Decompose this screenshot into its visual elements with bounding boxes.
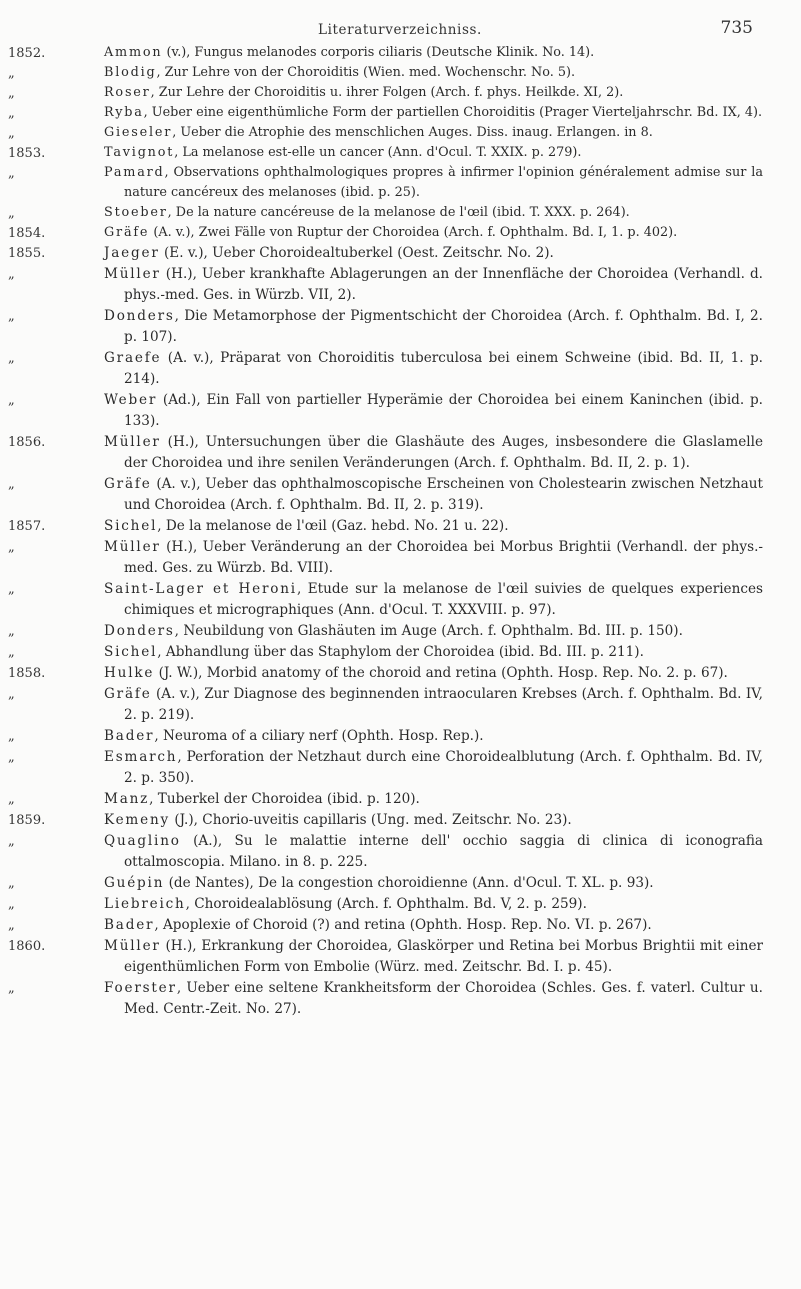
bibliography-entry	[0, 915, 801, 936]
entry-text	[104, 243, 763, 264]
entry-text	[104, 789, 763, 810]
bibliography-entry	[0, 390, 801, 432]
bibliography-entry	[0, 83, 801, 103]
entry-citation: , Zur Lehre von der Choroiditis (Wien. med. Wochenschr. No. 5).	[156, 65, 576, 80]
entry-citation: , De la nature cancéreuse de la melanose de l'œil (ibid. T. XXX. p. 264).	[167, 205, 630, 220]
entry-author: Gieseler	[104, 125, 173, 140]
entry-year: „	[8, 477, 15, 492]
entry-author: Kemeny	[104, 812, 171, 828]
entry-text	[104, 516, 763, 537]
entry-year: „	[8, 834, 15, 849]
entry-text	[104, 831, 763, 873]
entry-year: „	[8, 876, 15, 891]
entry-author: Ryba	[104, 105, 144, 120]
entry-author: Gräfe	[104, 476, 152, 492]
entry-citation: (v.), Fungus melanodes corporis ciliaris (Deutsche Klinik. No. 14).	[162, 45, 595, 60]
entry-author: Graefe	[104, 350, 162, 366]
entry-author: Stoeber	[104, 205, 168, 220]
entry-year: „	[8, 267, 15, 282]
entry-citation: , La melanose est-elle un cancer (Ann. d'Ocul. T. XXIX. p. 279).	[174, 145, 582, 160]
entry-year: „	[8, 624, 15, 639]
entry-year: „	[8, 166, 15, 181]
bibliography-entry	[0, 432, 801, 474]
entry-year: 1858.	[8, 666, 46, 681]
entry-author: Foerster	[104, 980, 177, 996]
entry-text	[104, 726, 763, 747]
bibliography-entry	[0, 747, 801, 789]
bibliography-entry	[0, 831, 801, 873]
entry-citation: (E. v.), Ueber Choroidealtuberkel (Oest. Zeitschr. No. 2).	[159, 245, 554, 261]
entry-year: 1852.	[8, 46, 46, 61]
entry-text	[104, 684, 763, 726]
entry-author: Saint-Lager et Heroni	[104, 581, 297, 597]
entry-text	[104, 978, 763, 1020]
entry-author: Manz	[104, 791, 150, 807]
bibliography-entry	[0, 978, 801, 1020]
entry-citation: (H.), Erkrankung der Choroidea, Glaskörper und Retina bei Morbus Brightii mit einer eigenthümlichen Form von Embolie (Würz. med. Zeitschr. Bd. I. p. 45).	[124, 938, 763, 975]
entry-citation: , Neubildung von Glashäuten im Auge (Arch. f. Ophthalm. Bd. III. p. 150).	[174, 623, 683, 639]
entry-author: Guépin	[104, 875, 165, 891]
entry-year: „	[8, 897, 15, 912]
entry-year: „	[8, 750, 15, 765]
entry-text	[104, 143, 763, 163]
bibliography-entry	[0, 579, 801, 621]
entry-year: „	[8, 126, 15, 141]
entry-text	[104, 642, 763, 663]
entry-author: Gräfe	[104, 686, 152, 702]
entry-text	[104, 348, 763, 390]
entry-author: Sichel	[104, 518, 158, 534]
entry-year: „	[8, 86, 15, 101]
entry-author: Bader	[104, 917, 155, 933]
entry-author: Blodig	[104, 65, 157, 80]
entry-author: Müller	[104, 938, 161, 954]
entry-citation: (H.), Ueber krankhafte Ablagerungen an der Innenfläche der Choroidea (Verhandl. d. phys.-med. Ges. in Würzb. VII, 2).	[124, 266, 763, 303]
entry-year: „	[8, 206, 15, 221]
bibliography-entry	[0, 243, 801, 264]
entry-text	[104, 306, 763, 348]
entry-citation: (H.), Ueber Veränderung an der Choroidea bei Morbus Brightii (Verhandl. der phys.-med. Ges. zu Würzb. Bd. VIII).	[124, 539, 763, 576]
bibliography-entry	[0, 642, 801, 663]
entry-author: Hulke	[104, 665, 155, 681]
entry-year: „	[8, 918, 15, 933]
entry-text	[104, 203, 763, 223]
entry-year: 1860.	[8, 939, 46, 954]
entry-year: „	[8, 106, 15, 121]
bibliography-entry	[0, 894, 801, 915]
bibliography-entry	[0, 537, 801, 579]
entry-year: 1859.	[8, 813, 46, 828]
entry-text	[104, 579, 763, 621]
entry-text	[104, 474, 763, 516]
bibliography-entry	[0, 264, 801, 306]
entry-author: Roser	[104, 85, 151, 100]
entry-text	[104, 894, 763, 915]
entry-author: Sichel	[104, 644, 158, 660]
entry-citation: , Ueber die Atrophie des menschlichen Auges. Diss. inaug. Erlangen. in 8.	[172, 125, 653, 140]
bibliography-entry	[0, 223, 801, 243]
bibliography-entry	[0, 63, 801, 83]
entry-citation: , Etude sur la melanose de l'œil suivies de quelques experiences chimiques et micrographiques (Ann. d'Ocul. T. XXXVIII. p. 97).	[124, 581, 763, 618]
bibliography-entry	[0, 306, 801, 348]
entry-year: 1857.	[8, 519, 46, 534]
entry-text	[104, 223, 763, 243]
entry-author: Donders	[104, 308, 175, 324]
entry-text	[104, 83, 763, 103]
entry-citation: , Zur Lehre der Choroiditis u. ihrer Folgen (Arch. f. phys. Heilkde. XI, 2).	[150, 85, 624, 100]
entry-citation: (Ad.), Ein Fall von partieller Hyperämie der Choroidea bei einem Kaninchen (ibid. p. 133).	[124, 392, 763, 429]
entry-year: „	[8, 66, 15, 81]
entry-text	[104, 621, 763, 642]
entry-citation: (A. v.), Zur Diagnose des beginnenden intraocularen Krebses (Arch. f. Ophthalm. Bd. IV, 2. p. 219).	[124, 686, 763, 723]
entry-text	[104, 123, 763, 143]
bibliography-entry	[0, 203, 801, 223]
page-number: 735	[720, 18, 753, 38]
entry-text	[104, 264, 763, 306]
entry-text	[104, 537, 763, 579]
entry-author: Donders	[104, 623, 175, 639]
entry-citation: , Observations ophthalmologiques propres à infirmer l'opinion généralement admise sur la nature cancéreux des melanoses (ibid. p. 25).	[124, 165, 763, 200]
entry-year: „	[8, 540, 15, 555]
entry-text	[104, 432, 763, 474]
entry-author: Ammon	[104, 45, 163, 60]
entry-text	[104, 915, 763, 936]
entry-year: 1853.	[8, 146, 46, 161]
bibliography-entry	[0, 936, 801, 978]
bibliography-entry	[0, 348, 801, 390]
entry-author: Weber	[104, 392, 158, 408]
bibliography-entry	[0, 810, 801, 831]
entry-text	[104, 63, 763, 83]
entry-year: „	[8, 351, 15, 366]
bibliography-entry	[0, 621, 801, 642]
bibliography-entry	[0, 123, 801, 143]
entry-citation: (A. v.), Zwei Fälle von Ruptur der Choroidea (Arch. f. Ophthalm. Bd. I, 1. p. 402).	[149, 225, 678, 240]
entry-citation: , De la melanose de l'œil (Gaz. hebd. No. 21 u. 22).	[157, 518, 509, 534]
entry-author: Bader	[104, 728, 155, 744]
entry-author: Müller	[104, 266, 161, 282]
entry-text	[104, 663, 763, 684]
entry-author: Quaglino	[104, 833, 181, 849]
entry-year: 1856.	[8, 435, 46, 450]
entry-year: „	[8, 729, 15, 744]
entry-year: 1854.	[8, 226, 46, 241]
entry-author: Gräfe	[104, 225, 150, 240]
bibliography-entry	[0, 43, 801, 63]
bibliography-entry	[0, 516, 801, 537]
bibliography-list	[0, 43, 801, 1020]
entry-citation: , Perforation der Netzhaut durch eine Choroidealblutung (Arch. f. Ophthalm. Bd. IV, 2. p. 350).	[124, 749, 763, 786]
entry-year: „	[8, 645, 15, 660]
bibliography-entry	[0, 474, 801, 516]
entry-text	[104, 390, 763, 432]
entry-citation: , Apoplexie of Choroid (?) and retina (Ophth. Hosp. Rep. No. VI. p. 267).	[154, 917, 652, 933]
entry-author: Müller	[104, 434, 161, 450]
bibliography-entry	[0, 873, 801, 894]
bibliography-entry	[0, 726, 801, 747]
entry-citation: (J.), Chorio-uveitis capillaris (Ung. med. Zeitschr. No. 23).	[170, 812, 572, 828]
entry-citation: (de Nantes), De la congestion choroidienne (Ann. d'Ocul. T. XL. p. 93).	[164, 875, 654, 891]
entry-citation: , Tuberkel der Choroidea (ibid. p. 120).	[149, 791, 420, 807]
entry-citation: (A. v.), Präparat von Choroiditis tuberculosa bei einem Schweine (ibid. Bd. II, 1. p. 214).	[124, 350, 763, 387]
bibliography-entry	[0, 103, 801, 123]
entry-author: Jaeger	[104, 245, 160, 261]
bibliography-entry	[0, 163, 801, 203]
bibliography-entry	[0, 684, 801, 726]
bibliography-entry	[0, 663, 801, 684]
entry-text	[104, 103, 763, 123]
entry-year: 1855.	[8, 246, 46, 261]
bibliography-entry	[0, 789, 801, 810]
entry-year: „	[8, 309, 15, 324]
entry-text	[104, 936, 763, 978]
entry-citation: , Ueber eine eigenthümliche Form der partiellen Choroiditis (Prager Vierteljahrschr. Bd. IX, 4).	[143, 105, 763, 120]
entry-author: Liebreich	[104, 896, 186, 912]
entry-author: Müller	[104, 539, 161, 555]
bibliography-entry	[0, 143, 801, 163]
entry-text	[104, 747, 763, 789]
entry-citation: (J. W.), Morbid anatomy of the choroid and retina (Ophth. Hosp. Rep. No. 2. p. 67).	[154, 665, 728, 681]
entry-year: „	[8, 582, 15, 597]
entry-year: „	[8, 981, 15, 996]
entry-author: Pamard	[104, 165, 165, 180]
running-head: Literaturverzeichniss.	[318, 22, 482, 38]
entry-citation: , Die Metamorphose der Pigmentschicht der Choroidea (Arch. f. Ophthalm. Bd. I, 2. p. 107).	[124, 308, 763, 345]
entry-year: „	[8, 792, 15, 807]
entry-citation: , Neuroma of a ciliary nerf (Ophth. Hosp. Rep.).	[154, 728, 484, 744]
entry-year: „	[8, 393, 15, 408]
entry-author: Tavignot	[104, 145, 175, 160]
entry-author: Esmarch	[104, 749, 178, 765]
entry-year: „	[8, 687, 15, 702]
entry-citation: , Abhandlung über das Staphylom der Choroidea (ibid. Bd. III. p. 211).	[157, 644, 644, 660]
entry-citation: (A. v.), Ueber das ophthalmoscopische Erscheinen von Cholestearin zwischen Netzhaut und Choroidea (Arch. f. Ophthalm. Bd. II, 2. p. 319).	[124, 476, 763, 513]
entry-text	[104, 43, 763, 63]
entry-citation: , Choroidealablösung (Arch. f. Ophthalm. Bd. V, 2. p. 259).	[185, 896, 587, 912]
entry-text	[104, 163, 763, 203]
entry-text	[104, 810, 763, 831]
entry-citation: , Ueber eine seltene Krankheitsform der Choroidea (Schles. Ges. f. vaterl. Cultur u. Med. Centr.-Zeit. No. 27).	[124, 980, 763, 1017]
entry-citation: (A.), Su le malattie interne dell' occhio saggia di clinica di iconografia ottalmoscopia. Milano. in 8. p. 225.	[124, 833, 763, 870]
entry-text	[104, 873, 763, 894]
entry-citation: (H.), Untersuchungen über die Glashäute des Auges, insbesondere die Glaslamelle der Choroidea und ihre senilen Veränderungen (Arch. f. Ophthalm. Bd. II, 2. p. 1).	[124, 434, 763, 471]
